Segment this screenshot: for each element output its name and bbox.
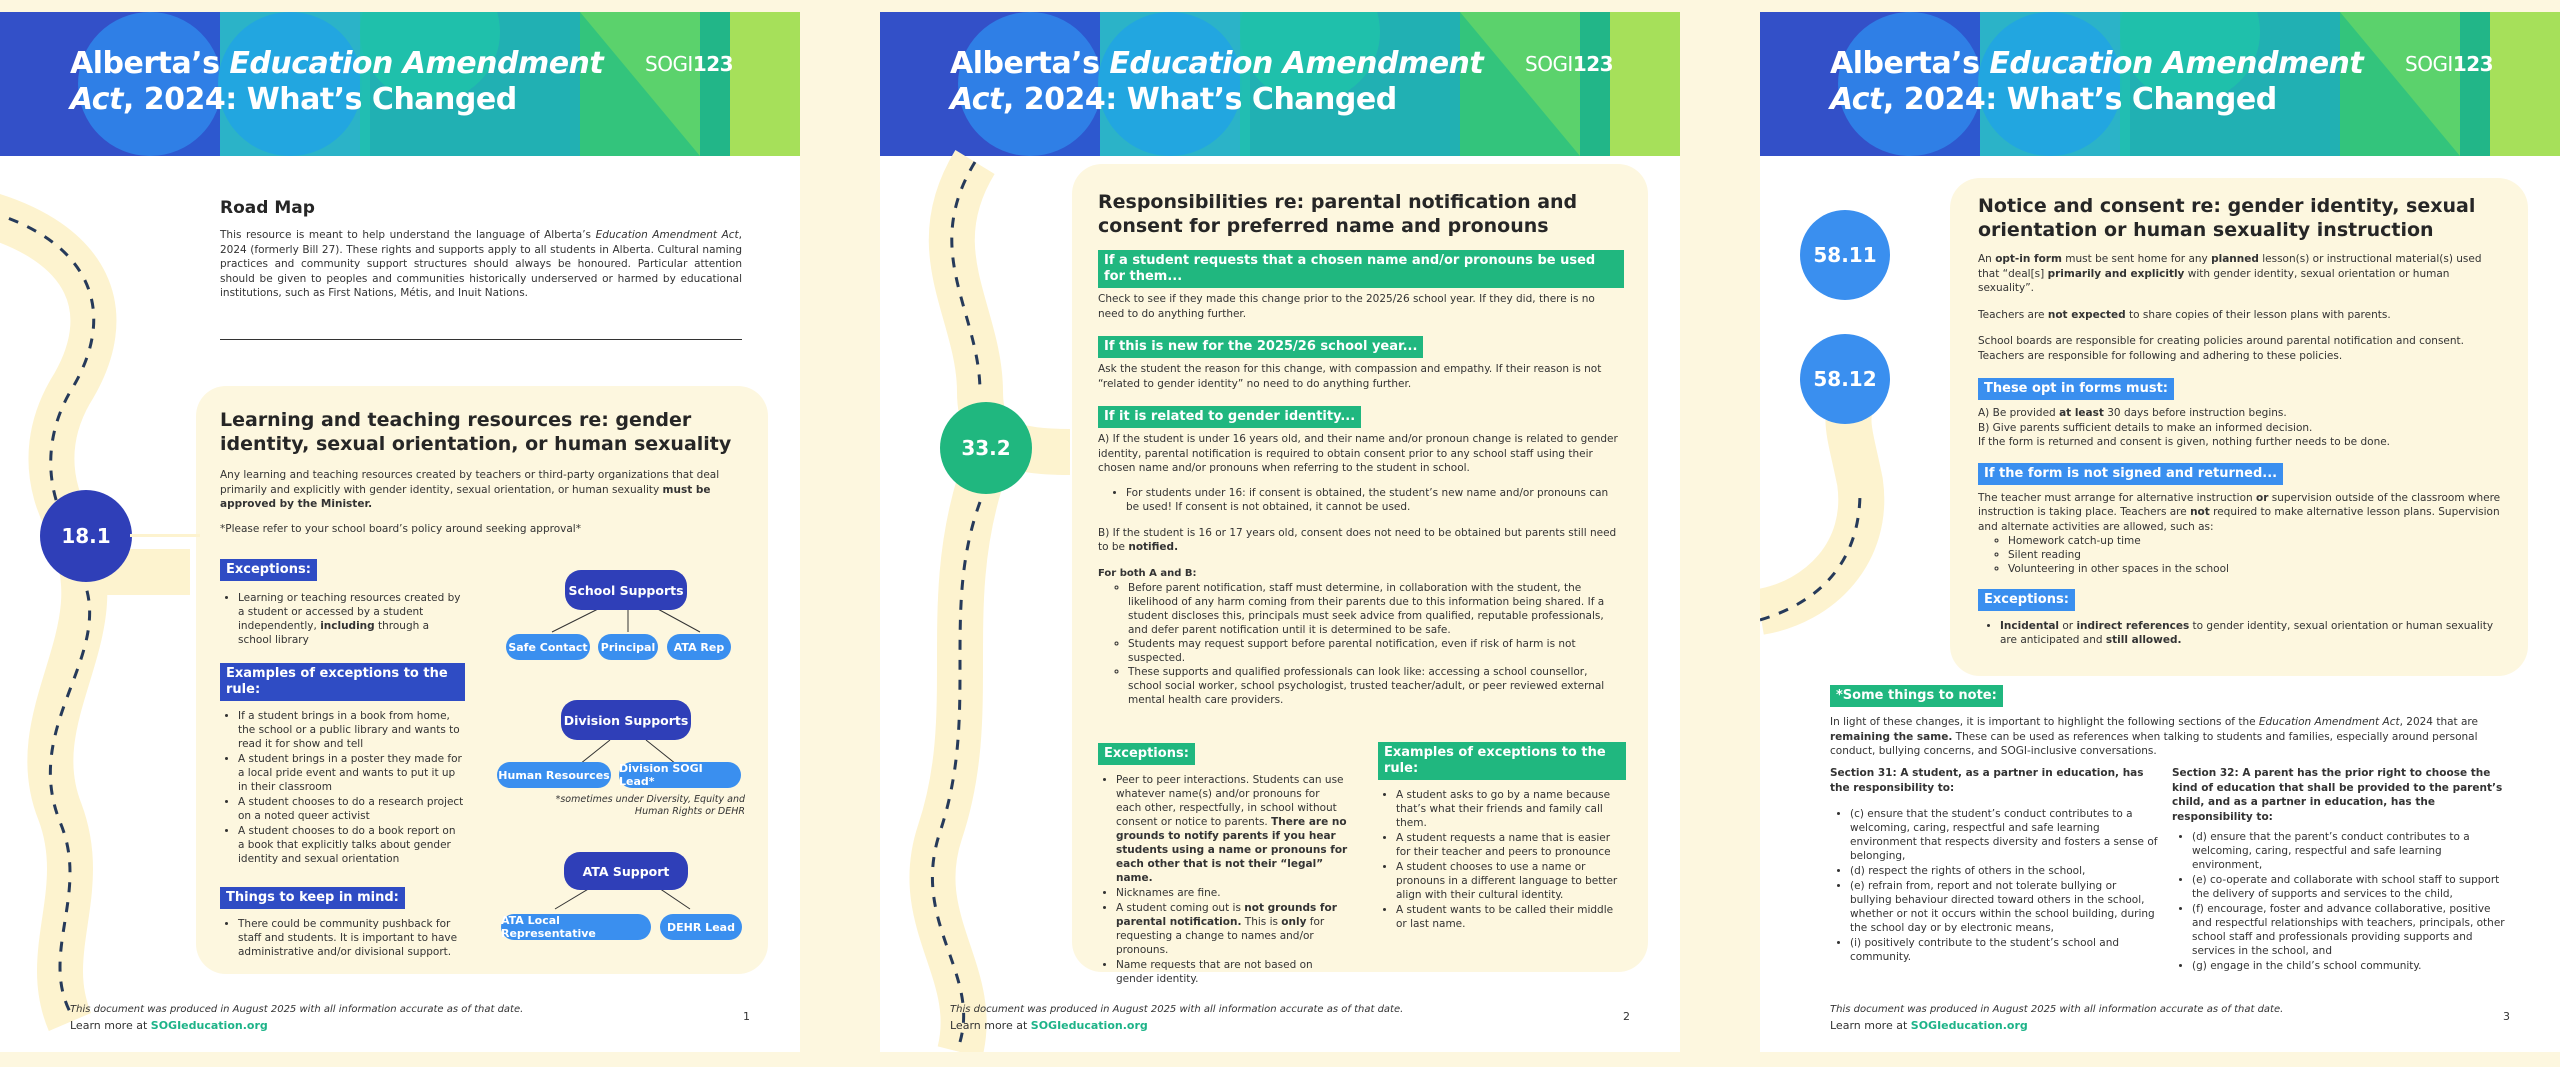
section-text: Any learning and teaching resources created by teachers or third-party organizations that deal primarily and explicitly with gender identity, sexual orientation, or human sexuality must be approved by the Minister.	[220, 469, 720, 510]
section-number-badge: 33.2	[940, 402, 1032, 494]
ata-support-node: ATA Support	[564, 852, 688, 890]
unsigned-text: The teacher must arrange for alternative instruction or supervision outside of the classroom where instruction is taking place. Teachers are not required to make alternative lesson plans. Supervision and alternate activities are allowed, such as:	[1978, 491, 2501, 533]
sogi-logo: SOGI123	[2405, 52, 2494, 76]
section-32-title: Section 32: A parent has the prior right to choose the kind of education that shall be provided to the parent’s child, and as a partner in education, has the responsibility to:	[2172, 767, 2503, 823]
human-resources-node: Human Resources	[497, 762, 611, 788]
section-32-column	[2172, 766, 2512, 974]
document-title: Alberta’s Education Amendment Act, 2024: What’s Changed	[1830, 46, 2364, 117]
document-title: Alberta’s Education Amendment Act, 2024: What’s Changed	[70, 46, 604, 117]
footer-learn: Learn more at SOGIeducation.org	[950, 1019, 1148, 1032]
section-number-badge-58-11: 58.11	[1800, 210, 1890, 300]
tag-chosen-name: If a student requests that a chosen name and/or pronouns be used for them...	[1098, 250, 1624, 288]
exceptions-label: Exceptions:	[1978, 589, 2075, 611]
ata-rep-node: ATA Rep	[667, 634, 731, 660]
list-item: • (i) positively contribute to the student’s school and community.	[1850, 936, 2160, 964]
org-chart-connectors	[0, 12, 800, 1052]
both-label: For both A and B:	[1098, 567, 1197, 579]
tag3-a-text: A) If the student is under 16 years old, and their name and/or pronoun change is related to gender identity, parental notification is required to obtain consent prior to any school staff using their chosen name and/or pronouns when referring to the student in school.	[1098, 433, 1618, 474]
policy-text: School boards are responsible for creating policies around parental notification and consent. Teachers are responsible for following and adhering to these policies.	[1978, 335, 2465, 362]
exceptions-list	[1116, 773, 1348, 986]
page-number: 2	[1623, 1010, 1630, 1023]
footer-learn: Learn more at SOGIeducation.org	[1830, 1019, 2028, 1032]
supervision-list	[2008, 534, 2506, 576]
safe-contact-node: Safe Contact	[506, 634, 590, 660]
list-item: ◦ Students may request support before parental notification, even if risk of harm is not suspected.	[1128, 637, 1624, 665]
list-item: • A student asks to go by a name because that’s what their friends and family call them.	[1396, 788, 1626, 830]
list-item: • Nicknames are fine.	[1116, 886, 1348, 900]
roadmap-text: This resource is meant to help understand the language of Alberta’s Education Amendment Act, 2024 (formerly Bill 27). These rights and supports apply to all students in Alberta. Cultural naming practices and community support structures should always be honoured. Particular attention should be given to peoples and communities historically underserved or harmed by educational institutions, such as First Nations, Métis, and Inuit Nations.	[220, 229, 742, 299]
list-item: • (e) co-operate and collaborate with school staff to support the delivery of supports and services to the child,	[2192, 873, 2512, 901]
tag3-b-text: B) If the student is 16 or 17 years old, consent does not need to be obtained but parents still need to be notified.	[1098, 526, 1617, 553]
section-number-badge: 18.1	[40, 490, 132, 582]
opt-b: B) Give parents sufficient details to make an informed decision.	[1978, 421, 2313, 434]
list-item: • (g) engage in the child’s school community.	[2192, 959, 2512, 973]
unsigned-label: If the form is not signed and returned...	[1978, 463, 2283, 485]
list-item: • (d) ensure that the parent’s conduct contributes to a welcoming, caring, respectful and safe learning environment,	[2192, 830, 2512, 872]
examples-column	[1378, 742, 1626, 932]
list-item: ◦ Silent reading	[2008, 548, 2506, 562]
section-58-content	[1978, 194, 2506, 648]
tag-new-year: If this is new for the 2025/26 school year...	[1098, 336, 1423, 358]
division-sogi-lead-node: Division SOGI Lead*	[619, 762, 741, 788]
list-item: • (f) encourage, foster and advance collaborative, positive and respectful relationships with teachers, principals, other school staff and professionals providing supports and services in the school, and	[2192, 902, 2512, 958]
page-number: 3	[2503, 1010, 2510, 1023]
opt-a: A) Be provided at least 30 days before instruction begins.	[1978, 407, 2287, 419]
section-title: Responsibilities re: parental notification and consent for preferred name and pronouns	[1098, 191, 1578, 237]
section-note: *Please refer to your school board’s policy around seeking approval*	[220, 522, 581, 535]
examples-label: Examples of exceptions to the rule:	[220, 663, 465, 701]
sogi-link[interactable]: SOGIeducation.org	[1030, 1019, 1148, 1032]
examples-label: Examples of exceptions to the rule:	[1378, 742, 1626, 780]
dehr-lead-node: DEHR Lead	[660, 914, 742, 940]
exceptions-column	[1098, 742, 1348, 987]
list-item: • If a student brings in a book from home, the school or a public library and wants to read it for show and tell	[238, 709, 465, 751]
page-2	[880, 12, 1680, 1052]
road-path-decoration	[880, 12, 1100, 1052]
list-item: • Incidental or indirect references to gender identity, sexual orientation or human sexuality are anticipated and still allowed.	[2000, 619, 2506, 647]
list-item: • A student chooses to do a book report on a book that explicitly talks about gender identity and sexual orientation	[238, 824, 465, 866]
section-31-list	[1850, 807, 2160, 964]
ata-local-rep-node: ATA Local Representative	[501, 914, 651, 940]
footer-note: This document was produced in August 2025 with all information accurate as of that date.	[70, 1004, 524, 1015]
sogi-logo: SOGI123	[1525, 52, 1614, 76]
keep-label: Things to keep in mind:	[220, 887, 405, 909]
section-33-2-content	[1098, 190, 1624, 707]
list-item: ◦ Volunteering in other spaces in the school	[2008, 562, 2506, 576]
footer-note: This document was produced in August 2025 with all information accurate as of that date.	[1830, 1004, 2284, 1015]
section-title: Notice and consent re: gender identity, sexual orientation or human sexuality instruction	[1978, 195, 2476, 241]
optin-text: An opt-in form must be sent home for any planned lesson(s) or instructional material(s) used that “deal[s] primarily and explicitly with gender identity, sexual orientation or human sexuality”.	[1978, 253, 2482, 294]
footer	[950, 1004, 1630, 1032]
footer	[1830, 1004, 2510, 1032]
list-item: • Learning or teaching resources created by a student or accessed by a student independently, including through a school library	[238, 591, 465, 647]
list-item: ◦ Homework catch-up time	[2008, 534, 2506, 548]
document-title: Alberta’s Education Amendment Act, 2024: What’s Changed	[950, 46, 1484, 117]
under-16-list	[1126, 486, 1624, 514]
list-item: • A student chooses to do a research project on a noted queer activist	[238, 795, 465, 823]
footer	[70, 1004, 750, 1032]
sogi-logo: SOGI123	[645, 52, 734, 76]
section-31-column	[1830, 766, 2160, 965]
list-item: • Peer to peer interactions. Students can use whatever name(s) and/or pronouns for each other, respectfully, in school without consent or notice to parents. There are no grounds to notify parents if you hear students using a name or pronouns for each other that is not their “legal” name.	[1116, 773, 1348, 885]
list-item: ◦ These supports and qualified professionals can look like: accessing a school counsellor, school social worker, school psychologist, trusted teacher/adult, or peer reviewed external mental health care providers.	[1128, 665, 1624, 707]
opt-c: If the form is returned and consent is given, nothing further needs to be done.	[1978, 436, 2391, 448]
tag2-text: Ask the student the reason for this change, with compassion and empathy. If their reason is not “related to gender identity” no need to do anything further.	[1098, 363, 1602, 390]
lesson-plan-text: Teachers are not expected to share copies of their lesson plans with parents.	[1978, 308, 2391, 321]
exceptions-label: Exceptions:	[220, 559, 317, 581]
section-title: Learning and teaching resources re: gender identity, sexual orientation, or human sexuality	[220, 409, 732, 455]
list-item: • (d) respect the rights of others in the school,	[1850, 864, 2160, 878]
sogi-link[interactable]: SOGIeducation.org	[150, 1019, 268, 1032]
footer-note: This document was produced in August 2025 with all information accurate as of that date.	[950, 1004, 1404, 1015]
list-item: • Name requests that are not based on gender identity.	[1116, 958, 1348, 986]
list-item: • A student brings in a poster they made for a local pride event and wants to put it up in their classroom	[238, 752, 465, 794]
section-number-badge-58-12: 58.12	[1800, 334, 1890, 424]
list-item: • A student chooses to use a name or pronouns in a different language to better align with their cultural identity.	[1396, 860, 1626, 902]
notes-section	[1830, 684, 2512, 759]
both-list	[1128, 581, 1624, 707]
list-item: • A student requests a name that is easier for their teacher and peers to pronounce	[1396, 831, 1626, 859]
list-item: ◦ Before parent notification, staff must determine, in collaboration with the student, the likelihood of any harm coming from their parents due to this information being shared. If a student discloses this, principals must seek advice from qualified, reputable professionals, and defer parent notification until it is determined to be safe.	[1128, 581, 1624, 637]
section-31-title: Section 31: A student, as a partner in education, has the responsibility to:	[1830, 767, 2144, 794]
school-supports-node: School Supports	[565, 570, 687, 610]
list-item: • A student coming out is not grounds for parental notification. This is only for requesting a change to names and/or pronouns.	[1116, 901, 1348, 957]
exceptions-label: Exceptions:	[1098, 743, 1195, 765]
page-1	[0, 12, 800, 1052]
list-item: • A student wants to be called their middle or last name.	[1396, 903, 1626, 931]
tag-gender-identity: If it is related to gender identity...	[1098, 406, 1361, 428]
section-32-list	[2192, 830, 2512, 973]
list-item: • (e) refrain from, report and not tolerate bullying or bullying behaviour directed toward others in the school, whether or not it occurs within the school building, during the school day or by electronic means,	[1850, 879, 2160, 935]
notes-label: *Some things to note:	[1830, 685, 2003, 707]
principal-node: Principal	[598, 634, 658, 660]
tag1-text: Check to see if they made this change prior to the 2025/26 school year. If they did, there is no need to do anything further.	[1098, 293, 1595, 320]
division-note: *sometimes under Diversity, Equity and Human Rights or DEHR	[555, 794, 745, 817]
list-item: • There could be community pushback for staff and students. It is important to have administrative and/or divisional support.	[238, 917, 465, 959]
sogi-link[interactable]: SOGIeducation.org	[1910, 1019, 2028, 1032]
page-3	[1760, 12, 2560, 1052]
notes-text: In light of these changes, it is important to highlight the following sections of the Education Amendment Act, 2024 that are remaining the same. These can be used as references when talking to students and families, especially around personal conduct, bullying concerns, and SOGI-inclusive conversations.	[1830, 716, 2478, 757]
optin-forms-label: These opt in forms must:	[1978, 378, 2174, 400]
division-supports-node: Division Supports	[561, 700, 691, 740]
list-item: • For students under 16: if consent is obtained, the student’s new name and/or pronouns can be used! If consent is not obtained, it cannot be used.	[1126, 486, 1624, 514]
page-number: 1	[743, 1010, 750, 1023]
exceptions-list	[2000, 619, 2506, 647]
roadmap-title: Road Map	[220, 198, 315, 218]
footer-learn: Learn more at SOGIeducation.org	[70, 1019, 268, 1032]
examples-list	[1396, 788, 1626, 931]
list-item: • (c) ensure that the student’s conduct contributes to a welcoming, caring, respectful and safe learning environment that respects diversity and fosters a sense of belonging,	[1850, 807, 2160, 863]
